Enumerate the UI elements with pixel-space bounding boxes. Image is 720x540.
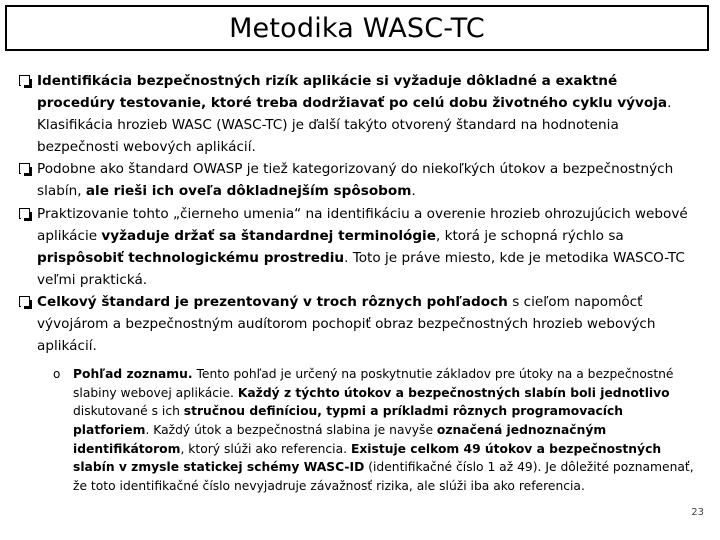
sub-text-2: diskutované s ich <box>73 404 184 419</box>
bullet-2 <box>19 158 699 202</box>
checkbox-bullet-icon <box>19 296 30 307</box>
slide-title: Metodika WASC-TC <box>229 12 485 44</box>
sub-text-4: , ktorý slúži ako referencia. <box>180 441 351 456</box>
sub-bold-4: označená jednoznačným identifikátorom <box>73 423 607 456</box>
bullet-2-text: Podobne ako štandard OWASP je tiež kategorizovaný do niekoľkých útokov a bezpečnostných slabín, <box>37 161 674 200</box>
bullet-1 <box>19 70 699 158</box>
bullet-1-text: . Klasifikácia hrozieb WASC (WASC-TC) je ďalší takýto otvorený štandard na hodnotenia bezpečnosti webových aplikácií. <box>37 95 672 156</box>
checkbox-bullet-icon <box>19 75 30 86</box>
title-box <box>5 5 709 51</box>
bullet-3-text: Praktizovanie tohto „čierneho umenia“ na identifikáciu a overenie hrozieb ohrozujúcich webové aplikácie <box>37 205 688 244</box>
sub-bullet-list-view <box>53 365 698 495</box>
sub-text-3: . Každý útok a bezpečnostná slabina je navyše <box>145 423 437 437</box>
bullet-4-bold: Celkový štandard je prezentovaný v troch rôznych pohľadoch <box>37 293 508 310</box>
checkbox-bullet-icon <box>19 208 30 219</box>
sub-bold-3: stručnou definíciou, typmi a príkladmi rôznych programovacích platforiem <box>73 404 624 437</box>
bullet-2-bold: ale rieši ich oveľa dôkladnejším spôsobom <box>85 183 412 200</box>
bullet-3-bold-2: prispôsobiť technologickému prostrediu <box>37 249 345 266</box>
bullet-4 <box>19 291 699 357</box>
bullet-3-bold-1: vyžaduje držať sa štandardnej terminológie <box>101 227 436 244</box>
sub-text-5: (identifikačné číslo 1 až 49). Je dôležité poznamenať, že toto identifikačné číslo nevyjadruje závažnosť rizika, ale slúži iba ako referencia. <box>73 460 694 493</box>
sub-bold-5: Existuje celkom 49 útokov a bezpečnostných slabín v zmysle statickej schémy WASC-ID <box>73 441 662 475</box>
bullet-4-text: s cieľom napomôcť vývojárom a bezpečnostným audítorom pochopiť obraz bezpečnostných hrozieb webových aplikácií. <box>37 293 656 355</box>
sub-text-1: Tento pohľad je určený na poskytnutie základov pre útoky na a bezpečnostné slabiny webovej aplikácie. <box>73 367 674 400</box>
bullet-2-end: . <box>411 183 416 200</box>
bullet-3-text-2: , ktorá je schopná rýchlo sa <box>435 227 624 244</box>
bullet-3-text-3: . Toto je práve miesto, kde je metodika WASCO-TC veľmi praktická. <box>37 249 685 288</box>
page-number: 23 <box>691 507 704 518</box>
slide-content <box>19 70 699 495</box>
checkbox-bullet-icon <box>19 163 30 174</box>
bullet-1-bold: Identifikácia bezpečnostných rizík aplikácie si vyžaduje dôkladné a exaktné procedúry testovanie, ktoré treba dodržiavať po celú dobu životného cyklu vývoja <box>37 73 668 112</box>
circle-bullet-icon: o <box>53 367 61 382</box>
bullet-3 <box>19 203 699 291</box>
sub-bold-2: Každý z týchto útokov a bezpečnostných slabín boli jednotlivo <box>237 385 670 400</box>
sub-bold-1: Pohľad zoznamu. <box>73 367 193 382</box>
